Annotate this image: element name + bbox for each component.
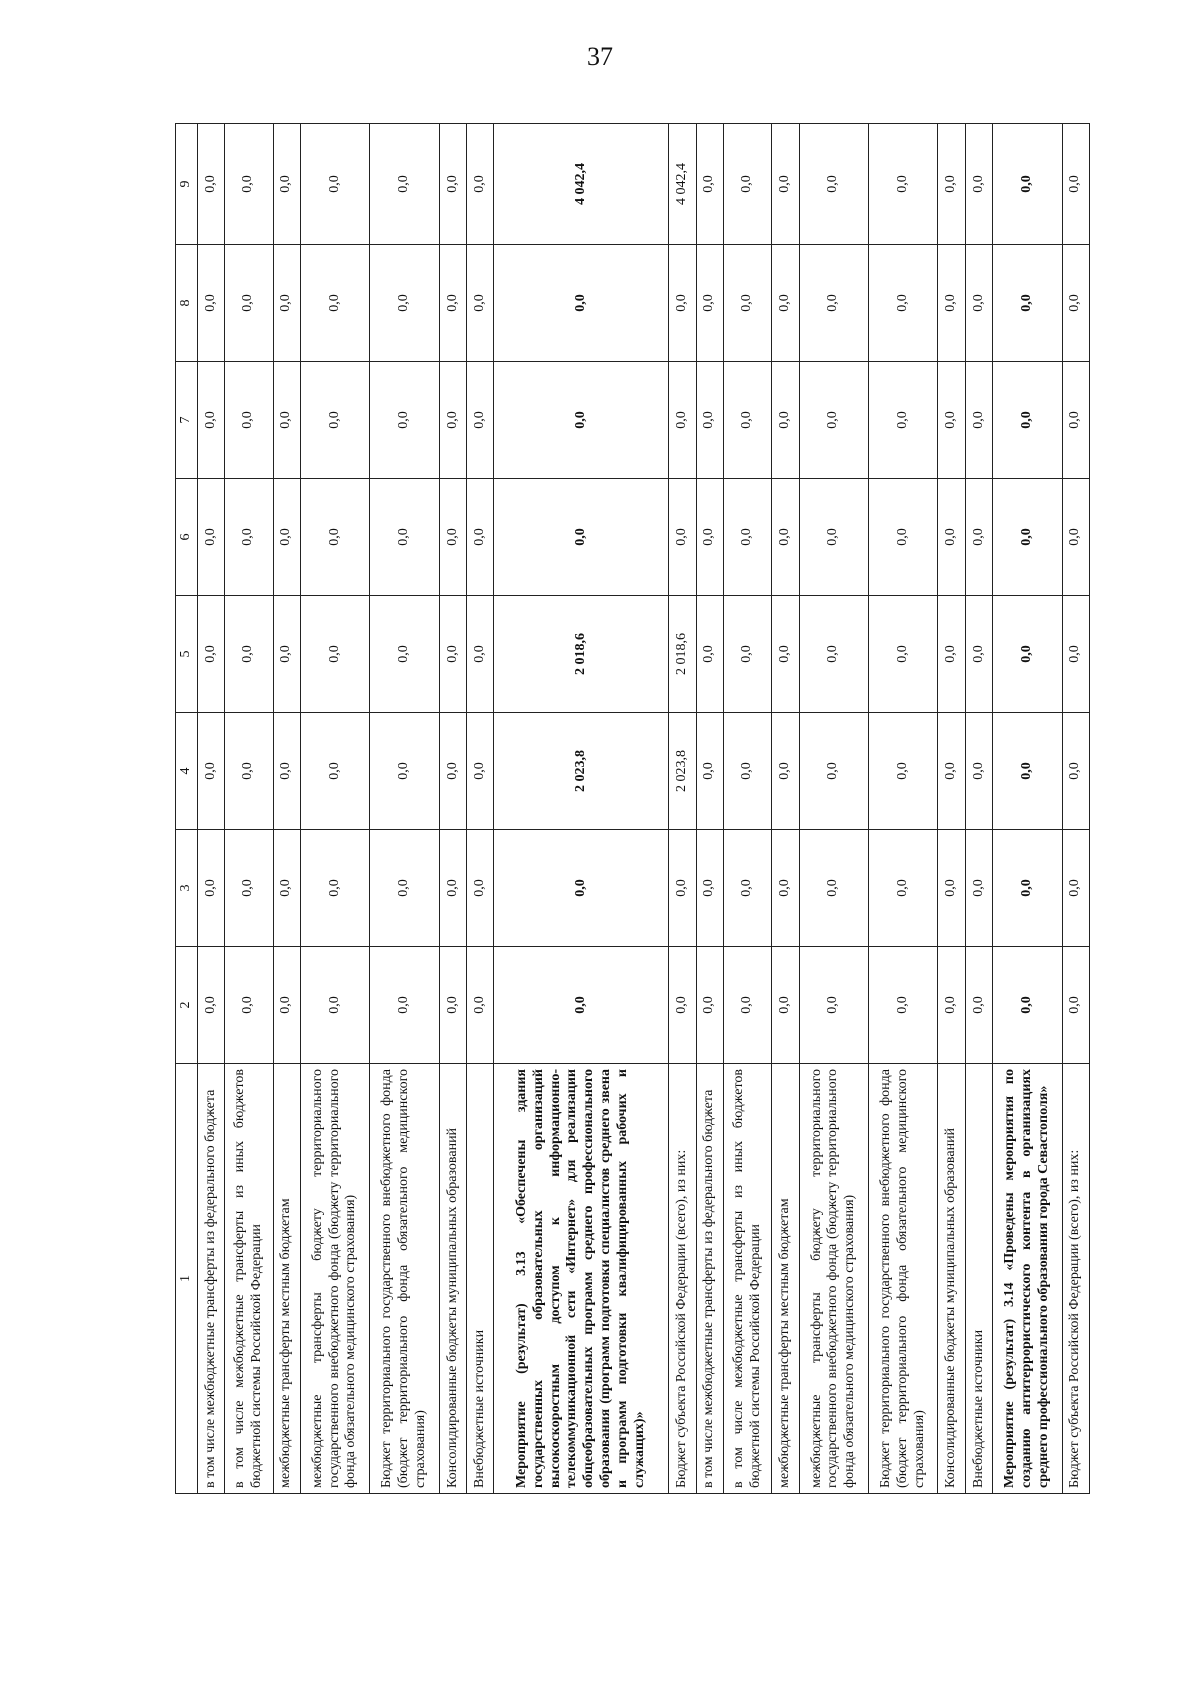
row-value-col-6: 0,0 (370, 479, 439, 596)
row-value-col-3: 0,0 (439, 830, 466, 947)
row-value-col-6: 0,0 (273, 479, 300, 596)
table-row (799, 124, 868, 1494)
table-row (1062, 124, 1089, 1494)
row-value-col-7: 0,0 (300, 362, 369, 479)
row-value-col-4: 0,0 (965, 713, 992, 830)
row-value-col-3: 0,0 (197, 830, 224, 947)
row-value-col-3: 0,0 (273, 830, 300, 947)
row-value-col-6: 0,0 (938, 479, 965, 596)
row-value-col-2: 0,0 (370, 947, 439, 1064)
column-header-2: 2 (176, 947, 198, 1064)
row-value-col-8: 0,0 (723, 245, 771, 362)
row-value-col-8: 0,0 (869, 245, 938, 362)
row-value-col-9: 0,0 (370, 124, 439, 245)
row-value-col-2: 0,0 (300, 947, 369, 1064)
row-value-col-9: 0,0 (439, 124, 466, 245)
row-value-col-8: 0,0 (696, 245, 723, 362)
table-row (300, 124, 369, 1494)
row-value-col-5: 0,0 (273, 596, 300, 713)
row-label: межбюджетные трансферты бюджету территориального государственного внебюджетного фонда (бюджету территориального фонда обязательного медицинского страхования) (300, 1064, 369, 1494)
row-value-col-3: 0,0 (669, 830, 696, 947)
row-value-col-8: 0,0 (439, 245, 466, 362)
row-value-col-5: 0,0 (723, 596, 771, 713)
table-row (494, 124, 669, 1494)
row-value-col-8: 0,0 (772, 245, 799, 362)
row-value-col-9: 0,0 (300, 124, 369, 245)
row-value-col-2: 0,0 (273, 947, 300, 1064)
row-value-col-7: 0,0 (993, 362, 1062, 479)
row-value-col-6: 0,0 (1062, 479, 1089, 596)
row-value-col-7: 0,0 (273, 362, 300, 479)
row-value-col-7: 0,0 (370, 362, 439, 479)
row-value-col-4: 0,0 (300, 713, 369, 830)
row-label: Мероприятие (результат) 3.13 «Обеспечены здания государственных образовательных организаций высокоскоростным доступом к информационно-телекоммуникационной сети «Интернет» для реализации общеобразовательных программ среднего профессионального образования (программ подготовки специалистов среднего звена и программ подготовки квалифицированных рабочих и служащих)» (494, 1064, 669, 1494)
row-value-col-5: 2 018,6 (669, 596, 696, 713)
row-value-col-3: 0,0 (772, 830, 799, 947)
row-value-col-5: 0,0 (467, 596, 494, 713)
table-row (723, 124, 771, 1494)
row-value-col-2: 0,0 (225, 947, 273, 1064)
row-value-col-3: 0,0 (370, 830, 439, 947)
table-row (938, 124, 965, 1494)
row-value-col-5: 0,0 (439, 596, 466, 713)
row-value-col-7: 0,0 (723, 362, 771, 479)
row-value-col-8: 0,0 (938, 245, 965, 362)
column-header-1: 1 (176, 1064, 198, 1494)
row-value-col-9: 4 042,4 (494, 124, 669, 245)
row-value-col-9: 0,0 (225, 124, 273, 245)
row-value-col-6: 0,0 (799, 479, 868, 596)
table-row (225, 124, 273, 1494)
row-value-col-9: 0,0 (993, 124, 1062, 245)
column-header-8: 8 (176, 245, 198, 362)
row-value-col-2: 0,0 (669, 947, 696, 1064)
table-row (696, 124, 723, 1494)
row-value-col-6: 0,0 (467, 479, 494, 596)
row-value-col-8: 0,0 (494, 245, 669, 362)
row-value-col-2: 0,0 (965, 947, 992, 1064)
row-value-col-9: 0,0 (799, 124, 868, 245)
row-value-col-6: 0,0 (772, 479, 799, 596)
table-row (467, 124, 494, 1494)
row-value-col-7: 0,0 (197, 362, 224, 479)
row-value-col-8: 0,0 (993, 245, 1062, 362)
row-value-col-5: 0,0 (370, 596, 439, 713)
row-label: Консолидированные бюджеты муниципальных образований (439, 1064, 466, 1494)
row-value-col-4: 0,0 (225, 713, 273, 830)
row-value-col-9: 0,0 (772, 124, 799, 245)
row-value-col-4: 0,0 (723, 713, 771, 830)
row-value-col-2: 0,0 (772, 947, 799, 1064)
row-value-col-4: 0,0 (799, 713, 868, 830)
column-header-4: 4 (176, 713, 198, 830)
row-value-col-4: 0,0 (467, 713, 494, 830)
row-value-col-5: 0,0 (225, 596, 273, 713)
row-value-col-7: 0,0 (494, 362, 669, 479)
row-value-col-7: 0,0 (696, 362, 723, 479)
row-value-col-5: 0,0 (869, 596, 938, 713)
row-value-col-9: 0,0 (938, 124, 965, 245)
row-value-col-5: 0,0 (197, 596, 224, 713)
row-value-col-9: 0,0 (869, 124, 938, 245)
row-value-col-8: 0,0 (300, 245, 369, 362)
row-label: межбюджетные трансферты бюджету территориального государственного внебюджетного фонда (бюджету территориального фонда обязательного медицинского страхования) (799, 1064, 868, 1494)
table-body (197, 124, 1089, 1494)
row-value-col-7: 0,0 (799, 362, 868, 479)
row-value-col-4: 0,0 (993, 713, 1062, 830)
row-value-col-7: 0,0 (669, 362, 696, 479)
table-row (273, 124, 300, 1494)
row-value-col-7: 0,0 (225, 362, 273, 479)
row-label: в том числе межбюджетные трансферты из федерального бюджета (197, 1064, 224, 1494)
row-label: Бюджет территориального государственного внебюджетного фонда (бюджет территориального фонда обязательного медицинского страхования) (869, 1064, 938, 1494)
row-value-col-5: 0,0 (993, 596, 1062, 713)
column-header-5: 5 (176, 596, 198, 713)
row-value-col-4: 0,0 (439, 713, 466, 830)
row-label: Бюджет субъекта Российской Федерации (всего), из них: (669, 1064, 696, 1494)
row-value-col-4: 0,0 (273, 713, 300, 830)
row-value-col-7: 0,0 (938, 362, 965, 479)
row-value-col-4: 0,0 (370, 713, 439, 830)
row-value-col-9: 0,0 (696, 124, 723, 245)
row-value-col-4: 0,0 (869, 713, 938, 830)
row-value-col-4: 2 023,8 (669, 713, 696, 830)
row-label: в том числе межбюджетные трансферты из иных бюджетов бюджетной системы Российской Федерации (225, 1064, 273, 1494)
row-value-col-6: 0,0 (494, 479, 669, 596)
row-value-col-3: 0,0 (1062, 830, 1089, 947)
row-value-col-5: 0,0 (300, 596, 369, 713)
row-value-col-9: 0,0 (273, 124, 300, 245)
row-value-col-2: 0,0 (197, 947, 224, 1064)
row-value-col-8: 0,0 (467, 245, 494, 362)
row-value-col-7: 0,0 (467, 362, 494, 479)
row-value-col-3: 0,0 (799, 830, 868, 947)
row-value-col-7: 0,0 (772, 362, 799, 479)
row-value-col-5: 0,0 (965, 596, 992, 713)
table-row (439, 124, 466, 1494)
row-value-col-2: 0,0 (723, 947, 771, 1064)
row-label: в том числе межбюджетные трансферты из федерального бюджета (696, 1064, 723, 1494)
row-value-col-8: 0,0 (370, 245, 439, 362)
row-value-col-8: 0,0 (1062, 245, 1089, 362)
row-value-col-7: 0,0 (439, 362, 466, 479)
row-value-col-4: 0,0 (1062, 713, 1089, 830)
table-row (370, 124, 439, 1494)
row-value-col-2: 0,0 (494, 947, 669, 1064)
row-value-col-2: 0,0 (467, 947, 494, 1064)
row-value-col-5: 0,0 (696, 596, 723, 713)
table-row (669, 124, 696, 1494)
row-value-col-7: 0,0 (965, 362, 992, 479)
row-value-col-6: 0,0 (723, 479, 771, 596)
header-row (176, 124, 198, 1494)
row-value-col-6: 0,0 (669, 479, 696, 596)
row-value-col-9: 4 042,4 (669, 124, 696, 245)
column-header-6: 6 (176, 479, 198, 596)
row-value-col-6: 0,0 (869, 479, 938, 596)
row-label: межбюджетные трансферты местным бюджетам (772, 1064, 799, 1494)
row-value-col-4: 2 023,8 (494, 713, 669, 830)
row-label: Бюджет территориального государственного внебюджетного фонда (бюджет территориального фонда обязательного медицинского страхования) (370, 1064, 439, 1494)
row-value-col-5: 0,0 (799, 596, 868, 713)
row-value-col-8: 0,0 (197, 245, 224, 362)
row-value-col-5: 0,0 (772, 596, 799, 713)
row-value-col-3: 0,0 (723, 830, 771, 947)
row-value-col-8: 0,0 (965, 245, 992, 362)
column-header-7: 7 (176, 362, 198, 479)
row-label: Внебюджетные источники (965, 1064, 992, 1494)
row-value-col-7: 0,0 (869, 362, 938, 479)
row-label: Бюджет субъекта Российской Федерации (всего), из них: (1062, 1064, 1089, 1494)
row-value-col-4: 0,0 (197, 713, 224, 830)
row-value-col-9: 0,0 (965, 124, 992, 245)
row-value-col-2: 0,0 (993, 947, 1062, 1064)
row-value-col-9: 0,0 (723, 124, 771, 245)
row-value-col-5: 0,0 (938, 596, 965, 713)
row-value-col-8: 0,0 (799, 245, 868, 362)
row-value-col-2: 0,0 (1062, 947, 1089, 1064)
column-header-3: 3 (176, 830, 198, 947)
row-value-col-7: 0,0 (1062, 362, 1089, 479)
table-row (965, 124, 992, 1494)
row-value-col-2: 0,0 (439, 947, 466, 1064)
row-value-col-2: 0,0 (696, 947, 723, 1064)
row-value-col-3: 0,0 (993, 830, 1062, 947)
table-row (993, 124, 1062, 1494)
row-value-col-3: 0,0 (965, 830, 992, 947)
row-value-col-3: 0,0 (938, 830, 965, 947)
row-value-col-6: 0,0 (696, 479, 723, 596)
row-value-col-8: 0,0 (273, 245, 300, 362)
row-value-col-3: 0,0 (494, 830, 669, 947)
table-row (197, 124, 224, 1494)
budget-table (175, 123, 1090, 1494)
row-value-col-3: 0,0 (225, 830, 273, 947)
row-label: Мероприятие (результат) 3.14 «Проведены мероприятия по созданию антитеррористического контента в организациях среднего профессионального образования города Севастополя» (993, 1064, 1062, 1494)
row-value-col-9: 0,0 (467, 124, 494, 245)
column-header-9: 9 (176, 124, 198, 245)
row-value-col-3: 0,0 (300, 830, 369, 947)
row-value-col-9: 0,0 (1062, 124, 1089, 245)
row-value-col-9: 0,0 (197, 124, 224, 245)
row-value-col-4: 0,0 (772, 713, 799, 830)
rotated-table-container (175, 124, 1090, 1494)
row-value-col-6: 0,0 (225, 479, 273, 596)
row-value-col-4: 0,0 (696, 713, 723, 830)
row-label: Внебюджетные источники (467, 1064, 494, 1494)
row-label: Консолидированные бюджеты муниципальных образований (938, 1064, 965, 1494)
row-value-col-3: 0,0 (467, 830, 494, 947)
row-value-col-2: 0,0 (869, 947, 938, 1064)
row-value-col-3: 0,0 (696, 830, 723, 947)
row-value-col-6: 0,0 (197, 479, 224, 596)
row-label: в том числе межбюджетные трансферты из иных бюджетов бюджетной системы Российской Федерации (723, 1064, 771, 1494)
row-value-col-4: 0,0 (938, 713, 965, 830)
row-value-col-8: 0,0 (669, 245, 696, 362)
row-value-col-6: 0,0 (993, 479, 1062, 596)
page-number: 37 (587, 42, 613, 71)
row-value-col-2: 0,0 (799, 947, 868, 1064)
row-label: межбюджетные трансферты местным бюджетам (273, 1064, 300, 1494)
row-value-col-6: 0,0 (300, 479, 369, 596)
table-row (869, 124, 938, 1494)
row-value-col-6: 0,0 (439, 479, 466, 596)
row-value-col-8: 0,0 (225, 245, 273, 362)
row-value-col-5: 2 018,6 (494, 596, 669, 713)
table-row (772, 124, 799, 1494)
row-value-col-3: 0,0 (869, 830, 938, 947)
row-value-col-6: 0,0 (965, 479, 992, 596)
row-value-col-5: 0,0 (1062, 596, 1089, 713)
row-value-col-2: 0,0 (938, 947, 965, 1064)
